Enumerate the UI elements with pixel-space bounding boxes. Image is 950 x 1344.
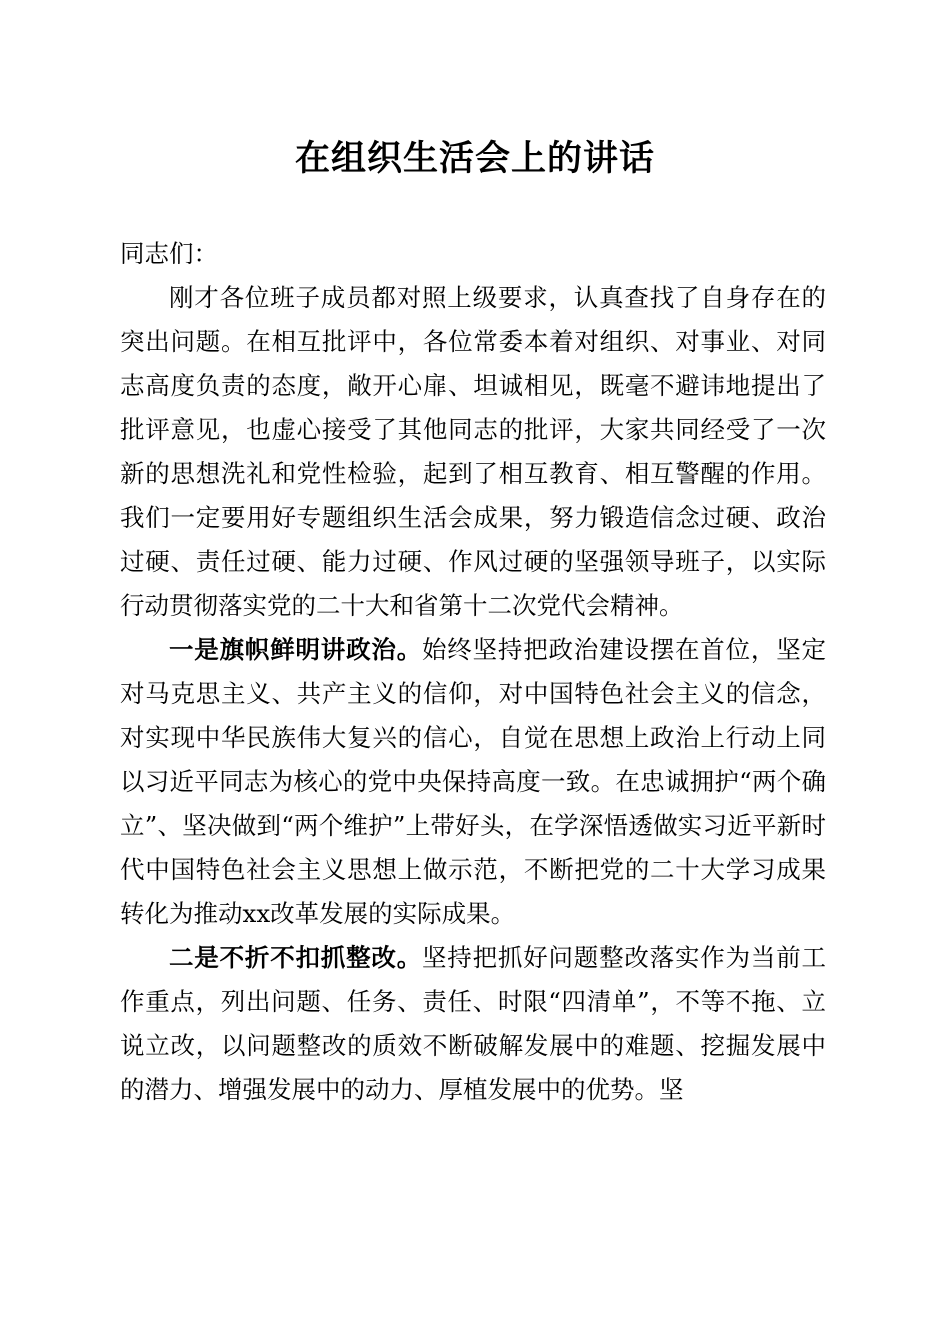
paragraph-text: 刚才各位班子成员都对照上级要求，认真查找了自身存在的突出问题。在相互批评中，各位常委本着对组织、对事业、对同志高度负责的态度，敞开心扉、坦诚相见，既毫不避讳地提出了批评意见，也虚心接受了其他同志的批评，大家共同经受了一次新的思想洗礼和党性检验，起到了相互教育、相互警醒的作用。我们一定要用好专题组织生活会成果，努力锻造信念过硬、政治过硬、责任过硬、能力过硬、作风过硬的坚强领导班子，以实际行动贯彻落实党的二十大和省第十二次党代会精神。 <box>120 283 826 620</box>
paragraph-politics <box>120 628 826 936</box>
paragraph-text: 始终坚持把政治建设摆在首位，坚定对马克思主义、共产主义的信仰，对中国特色社会主义的信念，对实现中华民族伟大复兴的信心，自觉在思想上政治上行动上同以习近平同志为核心的党中央保持高度一致。在忠诚拥护“两个确立”、坚决做到“两个维护”上带好头，在学深悟透做实习近平新时代中国特色社会主义思想上做示范，不断把党的二十大学习成果转化为推动xx改革发展的实际成果。 <box>120 635 826 928</box>
paragraph-lead: 一是旗帜鲜明讲政治。 <box>169 635 422 664</box>
paragraph-text: 坚持把抓好问题整改落实作为当前工作重点，列出问题、任务、责任、时限“四清单”，不等不拖、立说立改，以问题整改的质效不断破解发展中的难题、挖掘发展中的潜力、增强发展中的动力、厚植发展中的优势。坚 <box>120 943 826 1104</box>
paragraph-intro <box>120 276 826 628</box>
document-title: 在组织生活会上的讲话 <box>294 138 655 179</box>
paragraph-lead: 二是不折不扣抓整改。 <box>169 943 422 972</box>
document-body <box>120 232 826 1112</box>
paragraph-rectification <box>120 936 826 1112</box>
greeting: 同志们： <box>120 239 218 268</box>
